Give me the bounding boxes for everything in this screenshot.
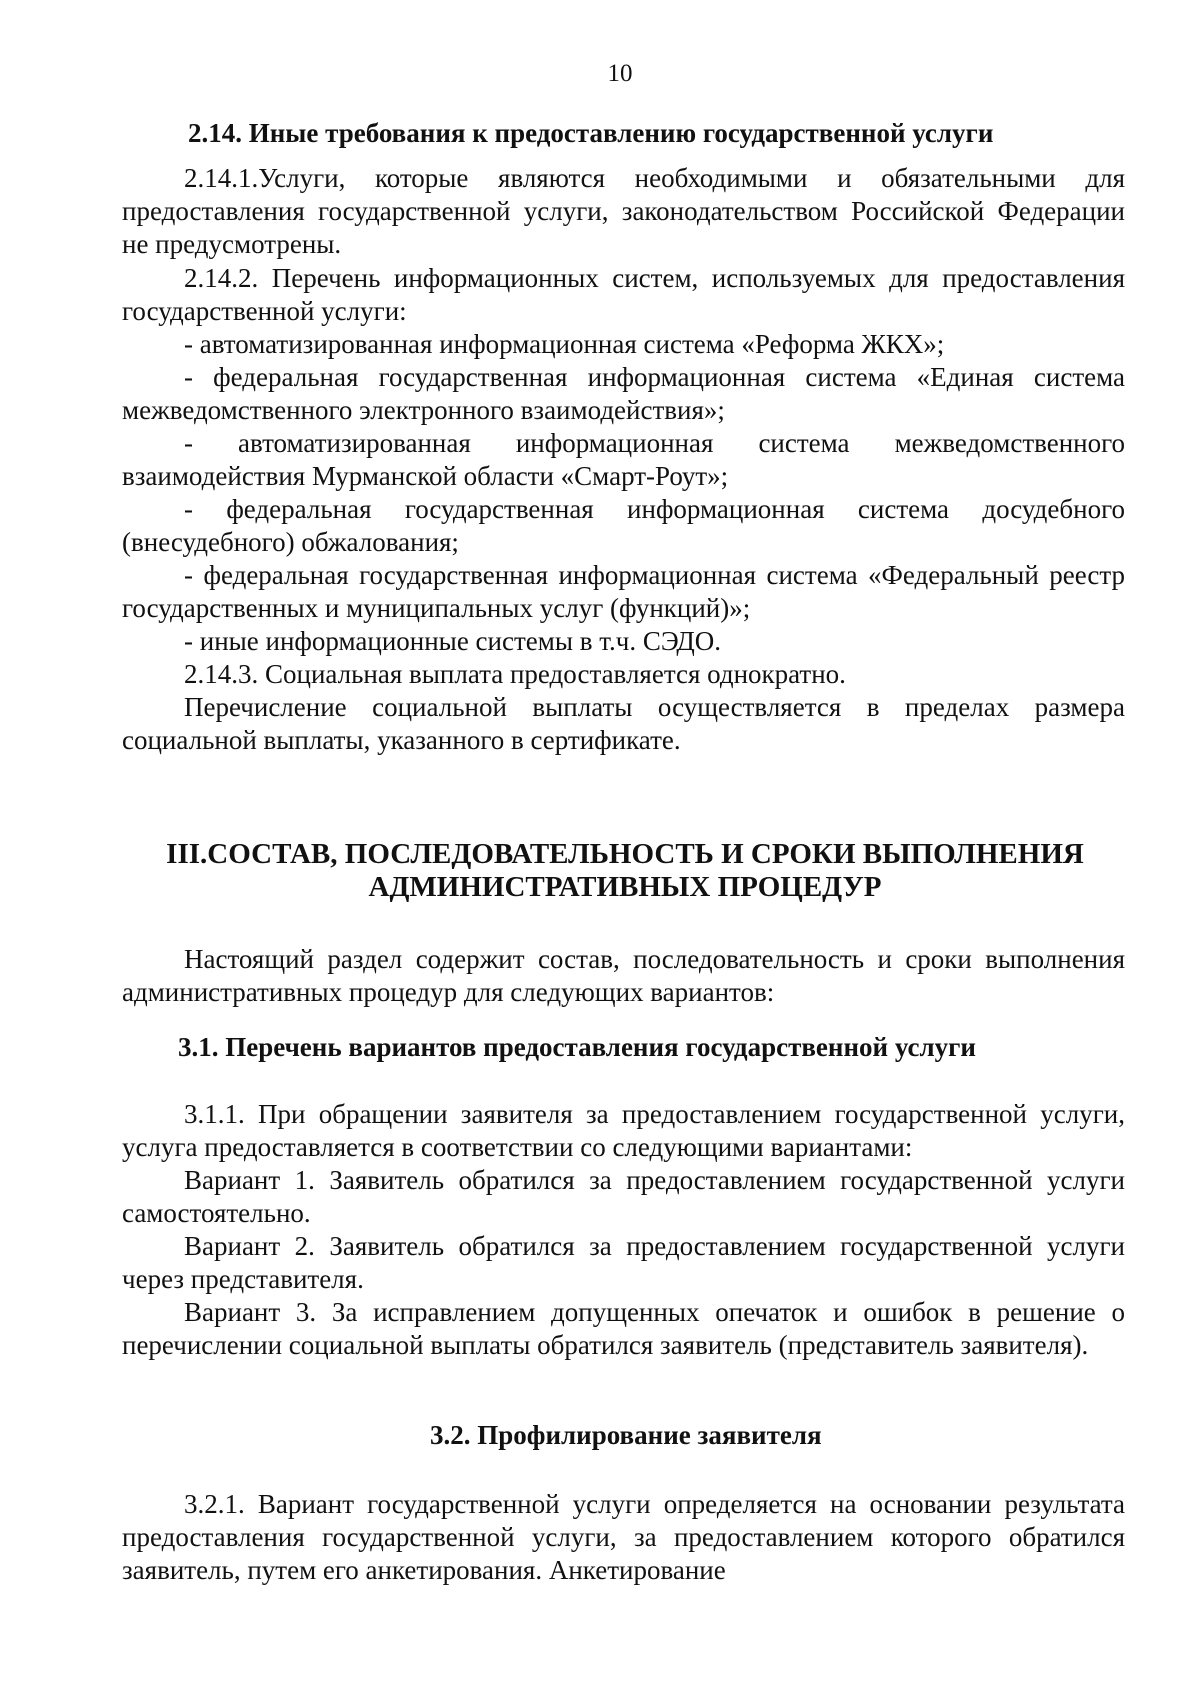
list-item-other-systems: - иные информационные системы в т.ч. СЭДО. <box>184 626 722 656</box>
paragraph-3-2-1: 3.2.1. Вариант государственной услуги определяется на основании результата предоставления государственной услуги, за предоставлением которого обратился заявитель, путем его анкетирования. Анкетирование <box>122 1489 1125 1585</box>
section-3-title-line2: АДМИНИСТРАТИВНЫХ ПРОЦЕДУР <box>368 871 882 903</box>
section-3-title-line1: III.СОСТАВ, ПОСЛЕДОВАТЕЛЬНОСТЬ И СРОКИ ВЫПОЛНЕНИЯ <box>166 838 1084 870</box>
heading-3-1: 3.1. Перечень вариантов предоставления государственной услуги <box>178 1032 976 1062</box>
paragraph-variant-2: Вариант 2. Заявитель обратился за предоставлением государственной услуги через представителя. <box>122 1231 1125 1294</box>
paragraph-2-14-2: 2.14.2. Перечень информационных систем, используемых для предоставления государственной услуги: <box>122 263 1125 326</box>
list-item-federal-registry: - федеральная государственная информационная система «Федеральный реестр государственных и муниципальных услуг (функций)»; <box>122 560 1125 623</box>
list-item-smart-route: - автоматизированная информационная система межведомственного взаимодействия Мурманской области «Смарт-Роут»; <box>122 428 1125 491</box>
paragraph-variant-1: Вариант 1. Заявитель обратился за предоставлением государственной услуги самостоятельно. <box>122 1165 1125 1228</box>
section-3-title <box>120 838 1130 904</box>
page-number: 10 <box>607 60 633 87</box>
list-item-smev: - федеральная государственная информационная система «Единая система межведомственного электронного взаимодействия»; <box>122 362 1125 425</box>
heading-3-2: 3.2. Профилирование заявителя <box>430 1420 822 1450</box>
paragraph-transfer: Перечисление социальной выплаты осуществляется в пределах размера социальной выплаты, указанного в сертификате. <box>122 692 1125 755</box>
paragraph-2-14-3: 2.14.3. Социальная выплата предоставляется однократно. <box>184 659 846 689</box>
paragraph-section-intro: Настоящий раздел содержит состав, последовательность и сроки выполнения административных процедур для следующих вариантов: <box>122 944 1125 1007</box>
list-item-appeal-system: - федеральная государственная информационная система досудебного (внесудебного) обжалования; <box>122 494 1125 557</box>
list-item-reform-zhkh: - автоматизированная информационная система «Реформа ЖКХ»; <box>184 329 945 359</box>
paragraph-2-14-1: 2.14.1.Услуги, которые являются необходимыми и обязательными для предоставления государственной услуги, законодательством Российской Федерации не предусмотрены. <box>122 163 1125 259</box>
heading-2-14: 2.14. Иные требования к предоставлению государственной услуги <box>188 118 994 148</box>
paragraph-3-1-1: 3.1.1. При обращении заявителя за предоставлением государственной услуги, услуга предоставляется в соответствии со следующими вариантами: <box>122 1099 1125 1162</box>
paragraph-variant-3: Вариант 3. За исправлением допущенных опечаток и ошибок в решение о перечислении социальной выплаты обратился заявитель (представитель заявителя). <box>122 1297 1125 1360</box>
